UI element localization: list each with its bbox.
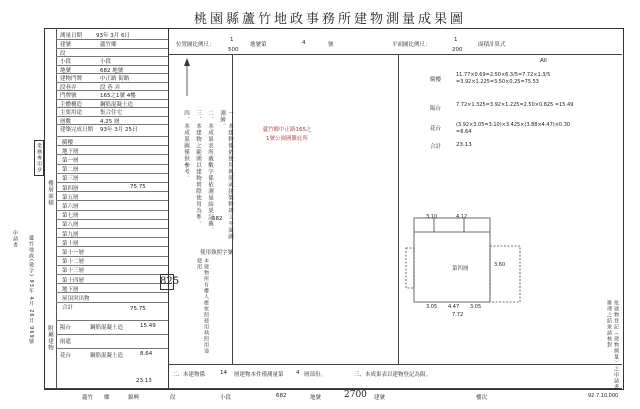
area-total-label: 合計 <box>430 144 442 150</box>
bottom-divider <box>44 388 622 389</box>
lot-suffix: 號 <box>328 42 334 48</box>
plan-dim-0: 3.10 <box>426 214 438 220</box>
floor-row-label: 第十四層 <box>62 277 85 284</box>
attached-row-line <box>56 320 168 321</box>
bottom-township-label: 鄉 <box>104 395 110 401</box>
sidebar-row-label: 段 <box>60 50 66 57</box>
sidebar-row-value: 小段 <box>100 59 112 65</box>
sidebar-row-label: 建號 <box>60 42 72 48</box>
plan-dim-5: 3.60 <box>494 262 506 268</box>
area-balcony-formula: 7.72×1.325=3.92×1.225=2.50×0.825 =15.49 <box>456 102 574 108</box>
attached-row-line <box>56 334 168 335</box>
apply-date-value: 93年 3月 6日 <box>96 33 130 39</box>
apply-date-label: 測量日期 <box>60 33 83 39</box>
attached-label: 附屬建物 <box>47 325 53 351</box>
floor-plan-drawing <box>404 208 524 318</box>
sidebar-row-value: 中正路 街路 <box>100 76 130 82</box>
sidebar-row-label: 門牌號 <box>60 93 77 99</box>
sidebar-row-line <box>56 48 168 49</box>
stamp-number: 825 <box>160 276 180 287</box>
floor-row-label: 第五層 <box>62 194 79 201</box>
sidebar-row-label: 建築完成日期 <box>60 127 94 133</box>
floor4-value: 75.75 <box>130 184 146 190</box>
sidebar-row-value: 段 巷 弄 <box>100 84 120 91</box>
bottom-build-label: 建號 <box>374 395 386 401</box>
floor-row-label: 地下層 <box>62 148 79 155</box>
side-note: 依建物登記（建物測量）之申請書辦理之結果請核對 <box>606 300 619 390</box>
bottom-lot: 682 <box>276 393 287 399</box>
note-line-1: 二、本成果表所載數字係依測量結果記載。 <box>207 110 213 234</box>
note-line-3: 四、本成果圖僅供參考。 <box>183 110 189 182</box>
floor-row-label: 第十層 <box>62 240 79 247</box>
floor-row-label: 第十二層 <box>62 259 85 266</box>
attached-row-value: 15.49 <box>140 323 156 329</box>
lot-value: 4 <box>302 40 306 46</box>
note-header: 一、本建物係依使用執照或建築物竣工平面圖測繪。 <box>219 110 233 240</box>
use-permit-no: 682 <box>212 216 223 222</box>
plan-divider <box>398 54 399 364</box>
applicant-vertical: 蘆竹地政(建字) 93年 4月 26日 969號 <box>28 235 34 345</box>
header-divider <box>168 54 622 55</box>
floor-row-label: 第十一層 <box>62 249 85 256</box>
floor-row-label: 第九層 <box>62 231 79 238</box>
attached-row-label: 陽台 <box>60 325 72 331</box>
floor-row-label: 屋頂突出物 <box>62 295 90 302</box>
applicant-label: 申請書 <box>12 230 18 248</box>
sidebar-row-label: 主要用途 <box>60 110 83 116</box>
plan-scale-label: 平面圖比例尺： <box>392 42 431 48</box>
area-calc-label: 面積計算式 <box>478 42 506 48</box>
floor-row-label: 第四層 <box>62 185 79 192</box>
attached-row-material: 鋼筋混凝土造 <box>90 325 124 331</box>
footer-note-1-suffix: 層建物本件僅測量第 <box>234 372 284 378</box>
attached-total: 23.13 <box>136 378 152 384</box>
floor-row-label: 地下層 <box>62 286 79 293</box>
footer-note-2: 三、本成果表以建物登記為限。 <box>354 372 432 378</box>
footer-note-1-value2: 4 <box>296 370 300 376</box>
floor-row-label: 騎樓 <box>62 139 74 146</box>
red-stamp: 蘆竹鄉中正路165之1號公園國難庇所 <box>262 127 312 142</box>
floor-row-label: 第八層 <box>62 222 79 229</box>
business-stamp: 業務專用章 <box>34 140 44 176</box>
sidebar-row-value: 集合住宅 <box>100 110 123 116</box>
footer-note-1-value: 14 <box>220 370 227 376</box>
bottom-lot-label: 地號 <box>310 395 322 401</box>
attached-row-label: 雨遮 <box>60 339 72 345</box>
area-flower-label: 花台 <box>430 126 442 132</box>
sidebar-row-value: 165之1號 4樓 <box>100 93 136 99</box>
plan-dim-6: 7.72 <box>452 312 464 318</box>
bottom-printed: 92.7.10,000 <box>588 393 619 399</box>
sidebar-row-label: 段巷弄 <box>60 84 77 91</box>
sidebar-row-line <box>56 56 168 57</box>
floor-row-label: 第三層 <box>62 176 79 183</box>
area-main-label: 騎樓 <box>430 77 442 83</box>
attached-row-line <box>56 348 168 349</box>
location-scale-value: 1 <box>230 37 234 43</box>
stamp-text: 本建物所有權人應依照使用執照用途使用 <box>196 258 209 354</box>
area-flower-formula: (3.92×3.05=3.10)×3.425×(3.88×4.47)×0.30 =8.64 <box>456 122 571 135</box>
area-main-formula: 11.77×0.69=2.50×6.3/5=7.72×1.3/5 =3.92×1.225=3.50×0.25=75.53 <box>456 72 551 85</box>
floor-row-label: 第七層 <box>62 213 79 220</box>
bottom-township: 蘆竹 <box>82 395 94 401</box>
location-scale-label: 位置圖比例尺： <box>176 42 215 48</box>
bottom-seq-label: 樓次 <box>476 395 488 401</box>
area-calc-extra: All <box>540 58 547 64</box>
floor-row-label: 第十三層 <box>62 268 85 275</box>
floor-row-label: 合計 <box>62 305 74 312</box>
sidebar-row-label: 小段 <box>60 59 72 65</box>
floor-row-label: 第二層 <box>62 167 79 174</box>
footer-divider <box>168 364 622 365</box>
sidebar-row-value: 93年 3月 25日 <box>100 127 138 133</box>
note-line-2: 三、本建物之範圍以建物實際使用為準。 <box>195 110 201 227</box>
attached-row-material: 鋼筋混凝土造 <box>90 353 124 359</box>
floors-label: 樓層面積 <box>47 180 53 206</box>
use-permit-label: 使用執照字號 <box>200 250 234 256</box>
footer-note-1-suffix2: 層部份。 <box>304 372 327 378</box>
area-total-value: 23.13 <box>456 142 472 148</box>
sidebar-row-value: 鋼筋混凝土造 <box>100 101 134 108</box>
floor-row-label: 第六層 <box>62 203 79 210</box>
sidebar-row-label: 建物門牌 <box>60 76 83 82</box>
attached-row-value: 8.64 <box>140 351 153 357</box>
sidebar-row-value: 4,25 層 <box>100 118 120 125</box>
floor-row-label: 第一層 <box>62 157 79 164</box>
sidebar-row-label: 主體構造 <box>60 101 83 108</box>
lot-label: 地號第 <box>250 42 267 48</box>
location-scale-denom: 500 <box>228 47 239 53</box>
plan-dim-3: 4.47 <box>448 304 460 310</box>
area-balcony-label: 陽台 <box>430 106 442 112</box>
plan-dim-1: 4.12 <box>456 214 468 220</box>
plan-room-label: 第四層 <box>452 266 469 272</box>
sidebar-row-label: 層數 <box>60 118 72 125</box>
plan-scale-value: 1 <box>454 37 458 43</box>
attached-row-label: 花台 <box>60 353 72 359</box>
sidebar-row-label: 地號 <box>60 67 72 74</box>
document-title: 桃園縣蘆竹地政事務所建物測量成果圖 <box>193 12 466 27</box>
plan-dim-4: 3.05 <box>470 304 482 310</box>
bottom-section-label: 段 <box>170 395 176 401</box>
plan-scale-denom: 200 <box>452 47 463 53</box>
sidebar-row-value: 蘆竹鄉 <box>100 42 117 48</box>
footer-note-1-label: 二、本建物係 <box>172 372 206 378</box>
north-arrow-icon <box>180 58 194 98</box>
plan-dim-2: 3.05 <box>426 304 438 310</box>
bottom-subsection-label: 小段 <box>220 395 232 401</box>
sidebar-row-value: 682 地號 <box>100 67 124 74</box>
bottom-section: 錦興 <box>128 395 140 401</box>
bottom-build-no: 2700 <box>344 390 367 400</box>
floor-total-value: 75.75 <box>130 306 146 312</box>
